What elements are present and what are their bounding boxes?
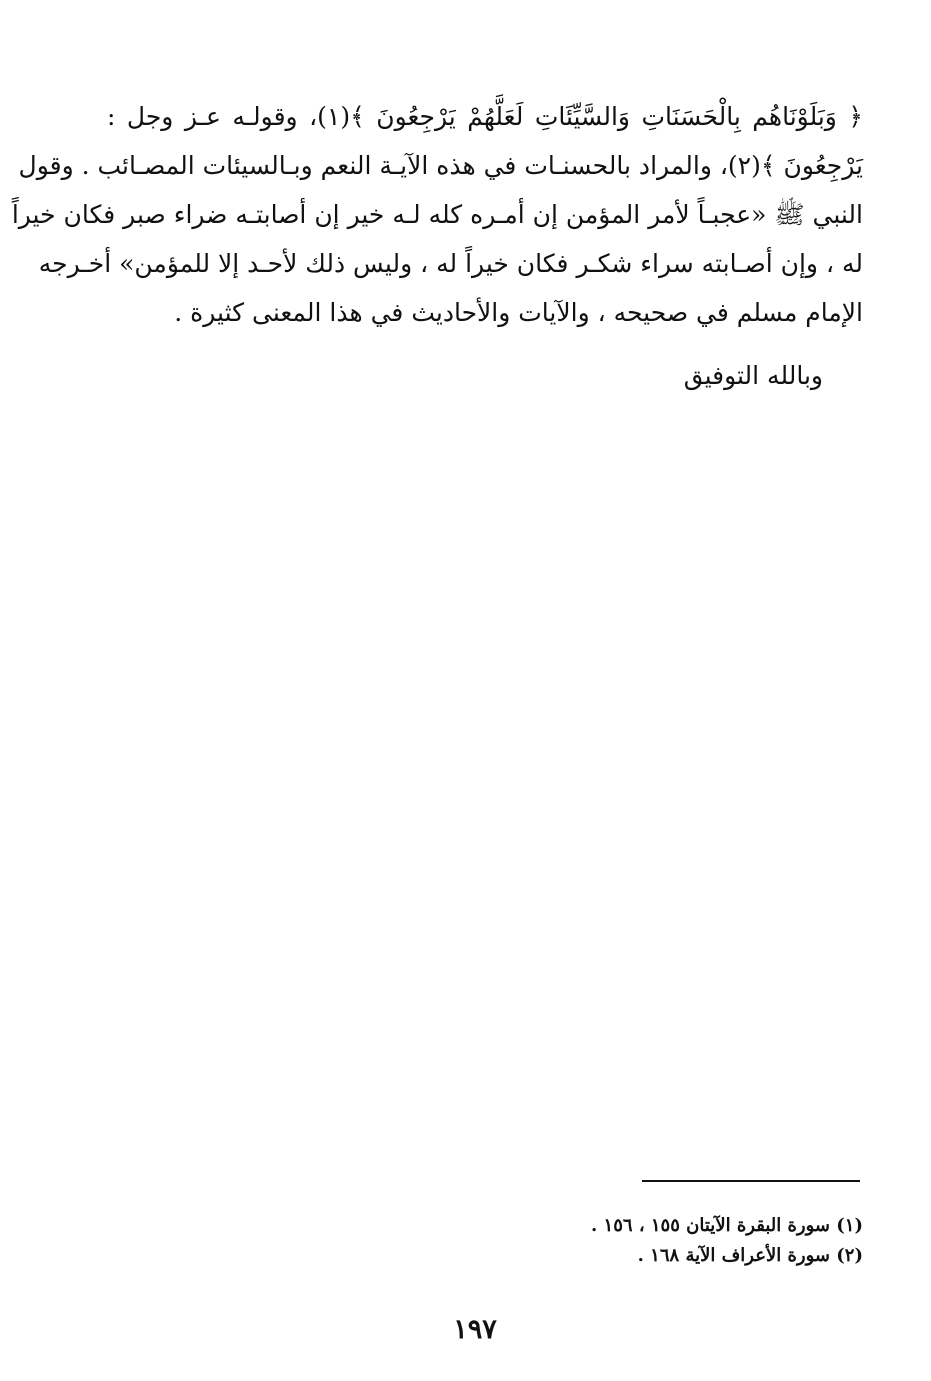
main-paragraph: [11, 92, 863, 337]
text-line-4: له ، وإن أصـابته سراء شكـر فكان خيراً له ، وليس ذلك لأحـد إلا للمؤمن» أخـرجه: [38, 249, 863, 278]
text-line-5: الإمام مسلم في صحيحه ، والآيات والأحاديث في هذا المعنى كثيرة .: [174, 298, 863, 327]
text-line-1: ﴿ وَبَلَوْنَاهُم بِالْحَسَنَاتِ وَالسَّيِّئَاتِ لَعَلَّهُمْ يَرْجِعُونَ ﴾(١)، وقولـه عـز وجل :: [107, 102, 863, 131]
page-number: ١٩٧: [453, 1314, 497, 1345]
footnote-1: (١) سورة البقرة الآيتان ١٥٥ ، ١٥٦ .: [590, 1215, 863, 1236]
footnote-separator: [642, 1180, 860, 1182]
footnotes: [591, 1211, 863, 1271]
text-line-3: النبي ﷺ «عجبـاً لأمر المؤمن إن أمـره كله لـه خير إن أصابتـه ضراء صبر فكان خيراً: [11, 200, 863, 229]
closing-phrase: وبالله التوفيق: [683, 361, 823, 390]
text-line-2: يَرْجِعُونَ ﴾(٢)، والمراد بالحسنـات في هذه الآيـة النعم وبـالسيئات المصـائب . وقول: [18, 151, 863, 180]
footnote-2: (٢) سورة الأعراف الآية ١٦٨ .: [637, 1245, 863, 1266]
